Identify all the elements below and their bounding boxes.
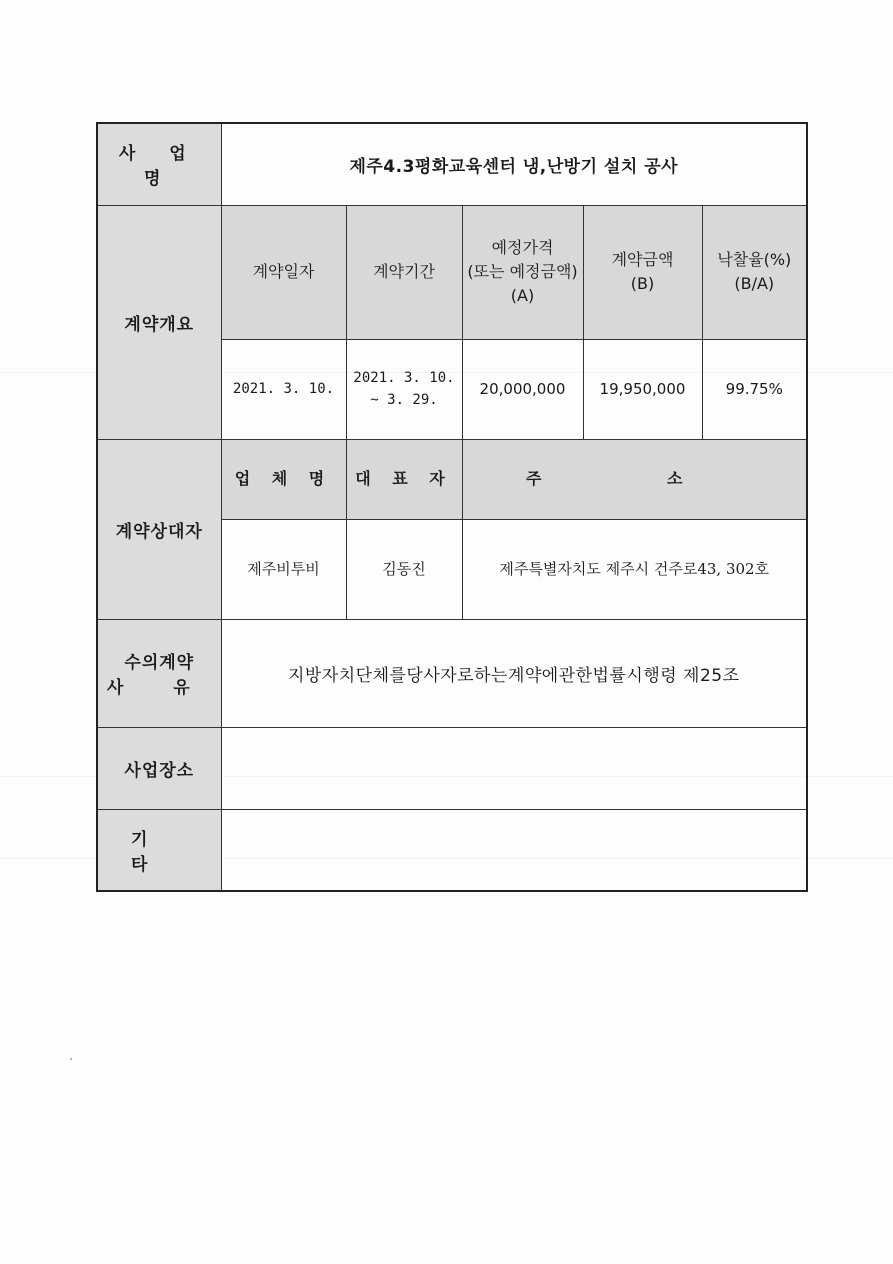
estimated-price-value: 20,000,000 bbox=[462, 339, 583, 439]
estimated-price-header-line1: 예정가격 bbox=[491, 238, 554, 257]
counterparty-header-row bbox=[97, 439, 807, 519]
private-contract-reason-text: 지방자치단체를당사자로하는계약에관한법률시행령 제25조 bbox=[221, 619, 807, 727]
representative-value: 김동진 bbox=[346, 519, 462, 619]
company-name-value: 제주비투비 bbox=[221, 519, 346, 619]
bid-rate-header bbox=[702, 205, 807, 339]
estimated-price-header bbox=[462, 205, 583, 339]
contract-overview-label: 계약개요 bbox=[97, 205, 221, 439]
contract-amount-value: 19,950,000 bbox=[583, 339, 702, 439]
address-header: 주 소 bbox=[462, 439, 807, 519]
representative-header: 대 표 자 bbox=[346, 439, 462, 519]
project-title: 제주4.3평화교육센터 냉,난방기 설치 공사 bbox=[221, 123, 807, 205]
estimated-price-header-line2: (또는 예정금액) bbox=[467, 262, 578, 281]
contract-amount-header bbox=[583, 205, 702, 339]
bid-rate-header-line2: (B/A) bbox=[734, 274, 775, 293]
project-name-label: 사 업 명 bbox=[97, 123, 221, 205]
etc-label: 기 타 bbox=[97, 809, 221, 891]
contract-amount-header-line2: (B) bbox=[630, 274, 655, 293]
project-row bbox=[97, 123, 807, 205]
site-row bbox=[97, 727, 807, 809]
project-site-value bbox=[221, 727, 807, 809]
contract-info-table bbox=[96, 122, 808, 892]
contract-period-end: ~ 3. 29. bbox=[370, 392, 438, 408]
overview-header-row bbox=[97, 205, 807, 339]
contract-date-value: 2021. 3. 10. bbox=[221, 339, 346, 439]
estimated-price-header-line3: (A) bbox=[510, 286, 535, 305]
contract-period-value bbox=[346, 339, 462, 439]
etc-value bbox=[221, 809, 807, 891]
project-site-label: 사업장소 bbox=[97, 727, 221, 809]
contract-period-header: 계약기간 bbox=[346, 205, 462, 339]
address-value: 제주특별자치도 제주시 건주로43, 302호 bbox=[462, 519, 807, 619]
scan-speck bbox=[70, 1058, 72, 1060]
contract-date-header: 계약일자 bbox=[221, 205, 346, 339]
bid-rate-value: 99.75% bbox=[702, 339, 807, 439]
reason-label-line2: 사 유 bbox=[106, 678, 212, 698]
contract-period-start: 2021. 3. 10. bbox=[353, 370, 455, 386]
company-name-header: 업 체 명 bbox=[221, 439, 346, 519]
contract-amount-header-line1: 계약금액 bbox=[611, 250, 674, 269]
counterparty-label: 계약상대자 bbox=[97, 439, 221, 619]
etc-row bbox=[97, 809, 807, 891]
bid-rate-header-line1: 낙찰율(%) bbox=[717, 250, 792, 269]
reason-label-line1: 수의계약 bbox=[124, 653, 195, 673]
private-contract-reason-label bbox=[97, 619, 221, 727]
reason-row bbox=[97, 619, 807, 727]
